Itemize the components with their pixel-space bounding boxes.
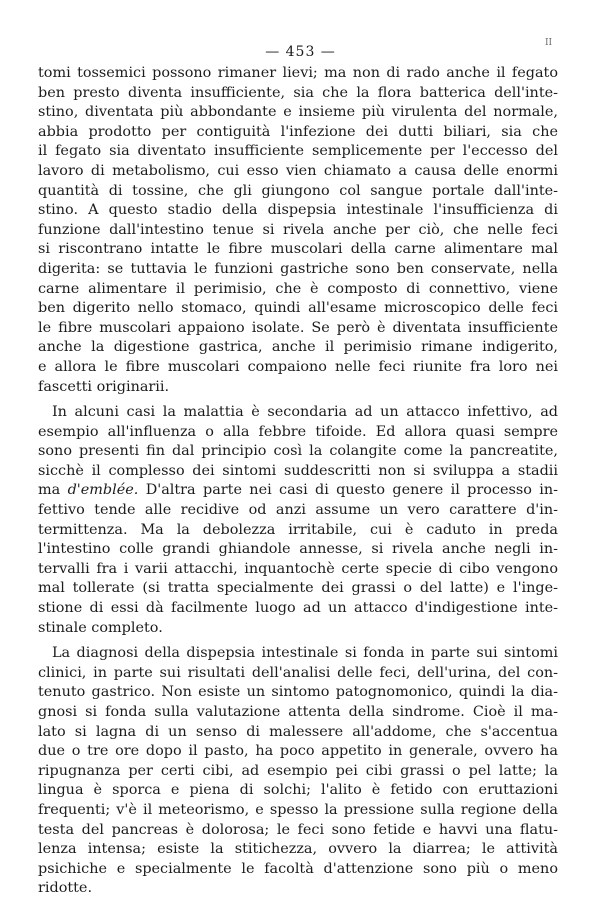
text-line: abbia prodotto per contiguità l'infezione dei dutti biliari, sia che	[38, 123, 558, 140]
corner-mark: II	[545, 38, 553, 48]
line-rest: D'altra parte nei casi di questo genere il processo in-	[145, 482, 559, 499]
text-line: psichiche e specialmente le facoltà d'attenzione sono più o meno	[38, 860, 558, 877]
text-line: due o tre ore dopo il pasto, ha poco appetito in generale, ovvero ha	[38, 743, 558, 760]
text-line: termittenza. Ma la debolezza irritabile, cui è caduto in preda	[38, 521, 558, 538]
text-line: La diagnosi della dispepsia intestinale si fonda in parte sui sintomi	[52, 645, 558, 662]
text-line: esempio all'influenza o alla febbre tifoide. Ed allora quasi sempre	[38, 423, 558, 440]
text-line: le fibre muscolari appaiono isolate. Se però è diventata insufficiente	[38, 319, 558, 336]
text-line: clinici, in parte sui risultati dell'analisi delle feci, dell'urina, del con-	[38, 664, 558, 681]
text-line: In alcuni casi la malattia è secondaria ad un attacco infettivo, ad	[52, 404, 558, 421]
text-line: stino, diventata più abbondante e insieme più virulenta del normale,	[38, 104, 558, 121]
text-line: tomi tossemici possono rimaner lievi; ma non di rado anche il fegato	[38, 65, 558, 81]
text-line: funzione dall'intestino tenue si rivela anche per ciò, che nelle feci	[38, 221, 558, 238]
text-line: stinale completo.	[38, 619, 163, 636]
text-line: carne alimentare il perimisio, che è composto di connettivo, viene	[38, 280, 558, 297]
text-line: lavoro di metabolismo, cui esso vien chiamato a causa delle enormi	[38, 162, 558, 179]
text-line: ben digerito nello stomaco, quindi all'esame microscopico delle feci	[38, 300, 558, 317]
line-start: ma	[38, 482, 61, 499]
text-line: sicchè il complesso dei sintomi suddescritti non si sviluppa a stadii	[38, 462, 558, 479]
text-line: anche la digestione gastrica, anche il perimisio rimane indigerito,	[38, 339, 558, 356]
text-line: testa del pancreas è dolorosa; le feci sono fetide e havvi una flatu-	[38, 821, 558, 838]
paragraph-1	[38, 64, 558, 397]
text-line-with-emphasis	[38, 481, 558, 501]
text-line: digerita: se tuttavia le funzioni gastriche sono ben conservate, nella	[38, 260, 558, 277]
body-text	[38, 64, 558, 899]
paragraph-3	[38, 644, 558, 899]
text-line: fettivo tende alle recidive od anzi assume un vero carattere d'in-	[38, 502, 558, 519]
text-line: ridotte.	[38, 880, 93, 897]
text-line: gnosi si fonda sulla valutazione attenta della sindrome. Cioè il ma-	[38, 704, 558, 720]
text-line: e allora le fibre muscolari compaiono nelle feci riunite fra loro nei	[38, 358, 558, 375]
text-line: quantità di tossine, che gli giungono col sangue portale dall'inte-	[38, 182, 558, 199]
emphasis-phrase: d'emblée.	[67, 482, 139, 499]
text-line: si riscontrano intatte le fibre muscolari della carne alimentare mal	[38, 241, 558, 258]
text-line: mal tollerate (si tratta specialmente dei grassi o del latte) e l'inge-	[38, 580, 558, 597]
text-line: ben presto diventa insufficiente, sia che la flora batterica dell'inte-	[38, 84, 558, 101]
paragraph-2	[38, 403, 558, 638]
text-line: stino. A questo stadio della dispepsia intestinale l'insufficienza di	[38, 202, 558, 219]
text-line: fascetti originarii.	[38, 378, 170, 395]
text-line: tervalli fra i varii attacchi, inquantochè certe specie di cibo vengono	[38, 560, 558, 577]
text-line: il fegato sia diventato insufficiente semplicemente per l'eccesso del	[38, 143, 558, 160]
text-line: tenuto gastrico. Non esiste un sintomo patognomonico, quindi la dia-	[38, 684, 558, 701]
text-line: lingua è sporca e piena di solchi; l'alito è fetido con eruttazioni	[38, 782, 558, 799]
text-line: sono presenti fin dal principio così la colangite come la pancreatite,	[38, 443, 558, 460]
text-line: lenza intensa; esiste la stitichezza, ovvero la diarrea; le attività	[38, 841, 558, 858]
text-line: frequenti; v'è il meteorismo, e spesso la pressione sulla regione della	[38, 801, 558, 818]
page-number: — 453 —	[265, 44, 336, 60]
text-line: stione di essi dà facilmente luogo ad un attacco d'indigestione inte-	[38, 600, 558, 617]
text-line: lato si lagna di un senso di malessere all'addome, che s'accentua	[38, 723, 558, 740]
text-line: l'intestino colle grandi ghiandole annesse, si rivela anche negli in-	[38, 541, 558, 558]
text-line: ripugnanza per certi cibi, ad esempio pei cibi grassi o pel latte; la	[38, 762, 558, 779]
